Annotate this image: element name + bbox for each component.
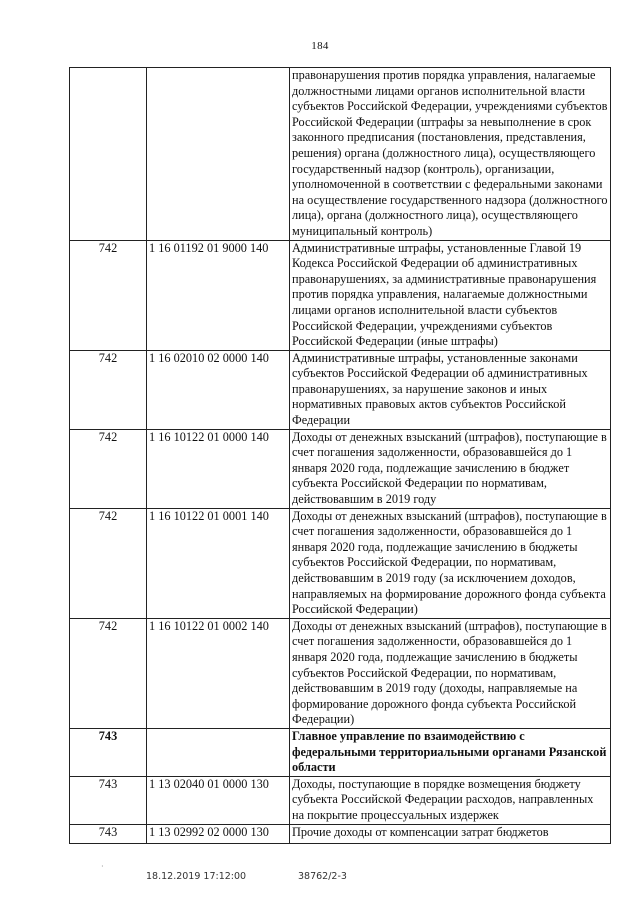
table-row bbox=[70, 429, 611, 508]
footer-datetime: 18.12.2019 17:12:00 bbox=[146, 871, 247, 882]
admin-code-cell bbox=[70, 68, 147, 241]
admin-code-cell: 743 bbox=[70, 776, 147, 824]
budget-code-cell: 1 16 01192 01 9000 140 bbox=[147, 240, 290, 350]
table-row bbox=[70, 240, 611, 350]
budget-code-cell: 1 16 10122 01 0001 140 bbox=[147, 508, 290, 618]
budget-classification-table bbox=[69, 67, 611, 844]
admin-code-cell: 742 bbox=[70, 350, 147, 429]
table-row bbox=[70, 68, 611, 241]
admin-code-cell: 742 bbox=[70, 429, 147, 508]
income-name-cell: Доходы от денежных взысканий (штрафов), поступающие в счет погашения задолженности, образовавшейся до 1 января 2020 года, подлежащие зачислению в бюджеты субъектов Российской Федерации, по нормативам, действовавшим в 2019 году (доходы, направляемые на формирование дорожного фонда субъекта Российской Федерации) bbox=[290, 618, 611, 728]
footer-document-number: 38762/2-3 bbox=[298, 871, 347, 882]
footer-mark: · bbox=[101, 862, 104, 871]
admin-code-cell: 742 bbox=[70, 618, 147, 728]
income-name-cell: Доходы, поступающие в порядке возмещения бюджету субъекта Российской Федерации расходов, направленных на покрытие процессуальных издержек bbox=[290, 776, 611, 824]
budget-code-cell: 1 16 10122 01 0002 140 bbox=[147, 618, 290, 728]
budget-code-cell: 1 13 02040 01 0000 130 bbox=[147, 776, 290, 824]
budget-code-cell: 1 16 02010 02 0000 140 bbox=[147, 350, 290, 429]
income-name-cell: Доходы от денежных взысканий (штрафов), поступающие в счет погашения задолженности, образовавшейся до 1 января 2020 года, подлежащие зачислению в бюджет субъекта Российской Федерации по нормативам, действовавшим в 2019 году bbox=[290, 429, 611, 508]
admin-code-cell: 743 bbox=[70, 824, 147, 843]
page-number: 184 bbox=[311, 40, 329, 52]
table-row bbox=[70, 618, 611, 728]
budget-code-cell: 1 16 10122 01 0000 140 bbox=[147, 429, 290, 508]
table-row bbox=[70, 824, 611, 843]
table-row bbox=[70, 508, 611, 618]
budget-code-cell bbox=[147, 68, 290, 241]
admin-code-cell: 742 bbox=[70, 508, 147, 618]
table-row-section-header bbox=[70, 728, 611, 776]
income-name-cell: правонарушения против порядка управления, налагаемые должностными лицами органов исполнительной власти субъектов Российской Федерации, учреждениями субъектов Российской Федерации (штрафы за невыполнение в срок законного предписания (постановления, представления, решения) органа (должностного лица), осуществляющего государственный надзор (контроль), организации, уполномоченной в соответствии с федеральными законами на осуществление государственного надзора (должностного лица), органа (должностного лица), осуществляющего муниципальный контроль) bbox=[290, 68, 611, 241]
table-row bbox=[70, 776, 611, 824]
budget-code-cell: 1 13 02992 02 0000 130 bbox=[147, 824, 290, 843]
table-row bbox=[70, 350, 611, 429]
admin-code-cell: 743 bbox=[70, 728, 147, 776]
admin-code-cell: 742 bbox=[70, 240, 147, 350]
income-name-cell: Доходы от денежных взысканий (штрафов), поступающие в счет погашения задолженности, образовавшейся до 1 января 2020 года, подлежащие зачислению в бюджеты субъектов Российской Федерации, по нормативам, действовавшим в 2019 году (за исключением доходов, направляемых на формирование дорожного фонда субъекта Российской Федерации) bbox=[290, 508, 611, 618]
income-name-cell: Прочие доходы от компенсации затрат бюджетов bbox=[290, 824, 611, 843]
income-name-cell: Административные штрафы, установленные законами субъектов Российской Федерации об административных правонарушениях, за нарушение законов и иных нормативных правовых актов субъектов Российской Федерации bbox=[290, 350, 611, 429]
administrator-name-cell: Главное управление по взаимодействию с федеральными территориальными органами Рязанской области bbox=[290, 728, 611, 776]
budget-code-cell bbox=[147, 728, 290, 776]
income-name-cell: Административные штрафы, установленные Главой 19 Кодекса Российской Федерации об административных правонарушениях, за административные правонарушения против порядка управления, налагаемые должностными лицами органов исполнительной власти субъектов Российской Федерации, учреждениями субъектов Российской Федерации (иные штрафы) bbox=[290, 240, 611, 350]
